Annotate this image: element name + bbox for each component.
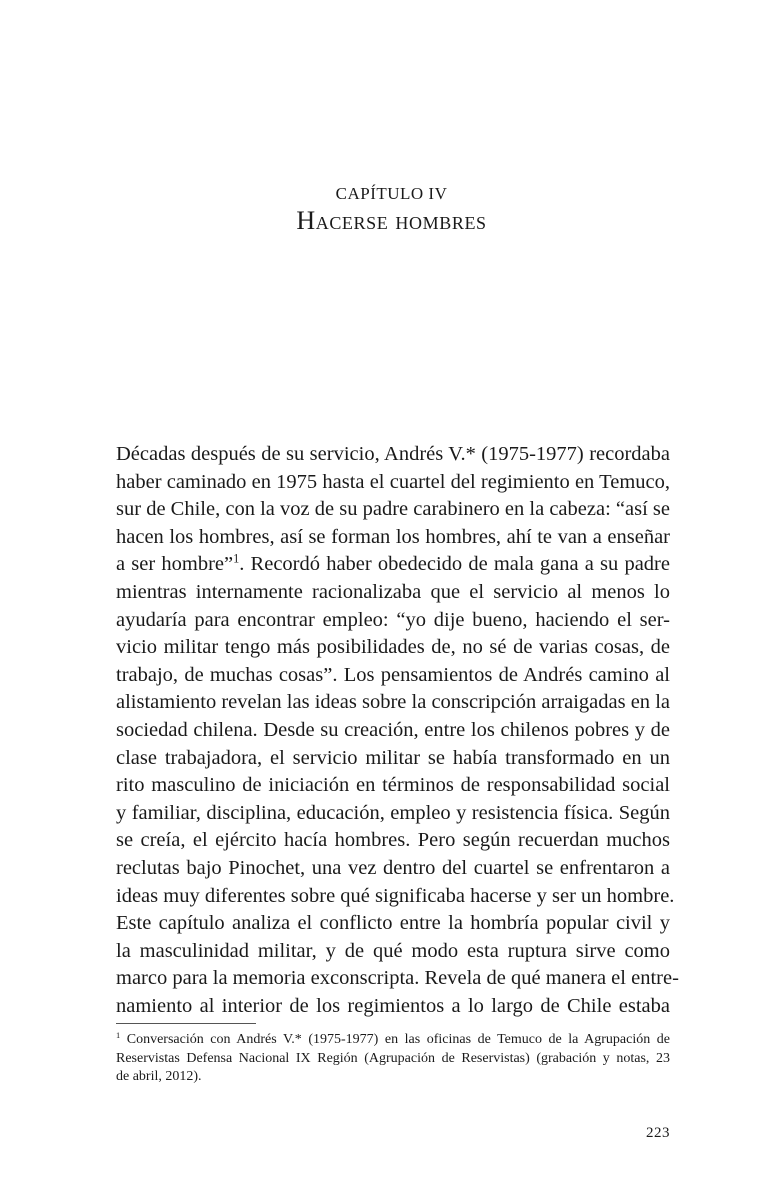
body-line: ideas muy diferentes sobre qué significaba hacerse y ser un hombre. (116, 884, 675, 907)
footnote-line (116, 1031, 670, 1050)
body-line: sur de Chile, con la voz de su padre carabinero en la cabeza: “así se (116, 498, 670, 521)
footnote (116, 1031, 670, 1087)
body-paragraph (116, 441, 679, 1020)
body-line: trabajo, de muchas cosas”. Los pensamientos de Andrés camino al (116, 663, 670, 686)
body-line: haber caminado en 1975 hasta el cuartel del regimiento en Temuco, (116, 470, 670, 493)
body-line: se creía, el ejército hacía hombres. Pero según recuerdan muchos (116, 829, 670, 852)
body-line: y familiar, disciplina, educación, empleo y resistencia física. Según (116, 801, 670, 824)
body-line: Décadas después de su servicio, Andrés V.* (1975-1977) recordaba (116, 443, 670, 465)
body-line-start: a ser hombre” (116, 553, 234, 576)
body-line: hacen los hombres, así se forman los hombres, ahí te van a enseñar (116, 525, 670, 548)
body-line: sociedad chilena. Desde su creación, entre los chilenos pobres y de (116, 718, 670, 741)
footnote-number: 1 (116, 1030, 121, 1040)
body-line: Este capítulo analiza el conflicto entre la hombría popular civil y (116, 912, 670, 935)
body-line: alistamiento revelan las ideas sobre la conscripción arraigadas en la (116, 691, 670, 714)
footnote-reference: 1 (233, 552, 240, 566)
body-line: mientras internamente racionalizaba que el servicio al menos lo (116, 580, 670, 603)
body-line (116, 551, 670, 579)
body-line: ayudaría para encontrar empleo: “yo dije bueno, haciendo el ser- (116, 608, 670, 631)
body-line: la masculinidad militar, y de qué modo esta ruptura sirve como (116, 939, 670, 962)
page-number: 223 (646, 1125, 670, 1141)
footnote-divider (116, 1023, 256, 1024)
footnote-line: Reservistas Defensa Nacional IX Región (Agrupación de Reservistas) (grabación y notas, 23 (116, 1050, 670, 1066)
body-line: vicio militar tengo más posibilidades de, no sé de varias cosas, de (116, 636, 670, 659)
chapter-label: CAPÍTULO IV (335, 184, 448, 203)
footnote-line: de abril, 2012). (116, 1069, 202, 1084)
body-line: rito masculino de iniciación en términos de responsabilidad social (116, 774, 670, 797)
body-line: clase trabajadora, el servicio militar se había transformado en un (116, 746, 670, 769)
footnote-text: Conversación con Andrés V.* (1975-1977) en las oficinas de Temuco de la Agrupación de (126, 1032, 670, 1047)
chapter-title: Hacerse hombres (296, 206, 487, 235)
body-line: reclutas bajo Pinochet, una vez dentro del cuartel se enfrentaron a (116, 856, 670, 879)
body-line: namiento al interior de los regimientos a lo largo de Chile estaba (116, 994, 670, 1017)
body-line-end: . Recordó haber obedecido de mala gana a su padre (239, 553, 670, 576)
body-line: marco para la memoria exconscripta. Revela de qué manera el entre- (116, 967, 679, 990)
